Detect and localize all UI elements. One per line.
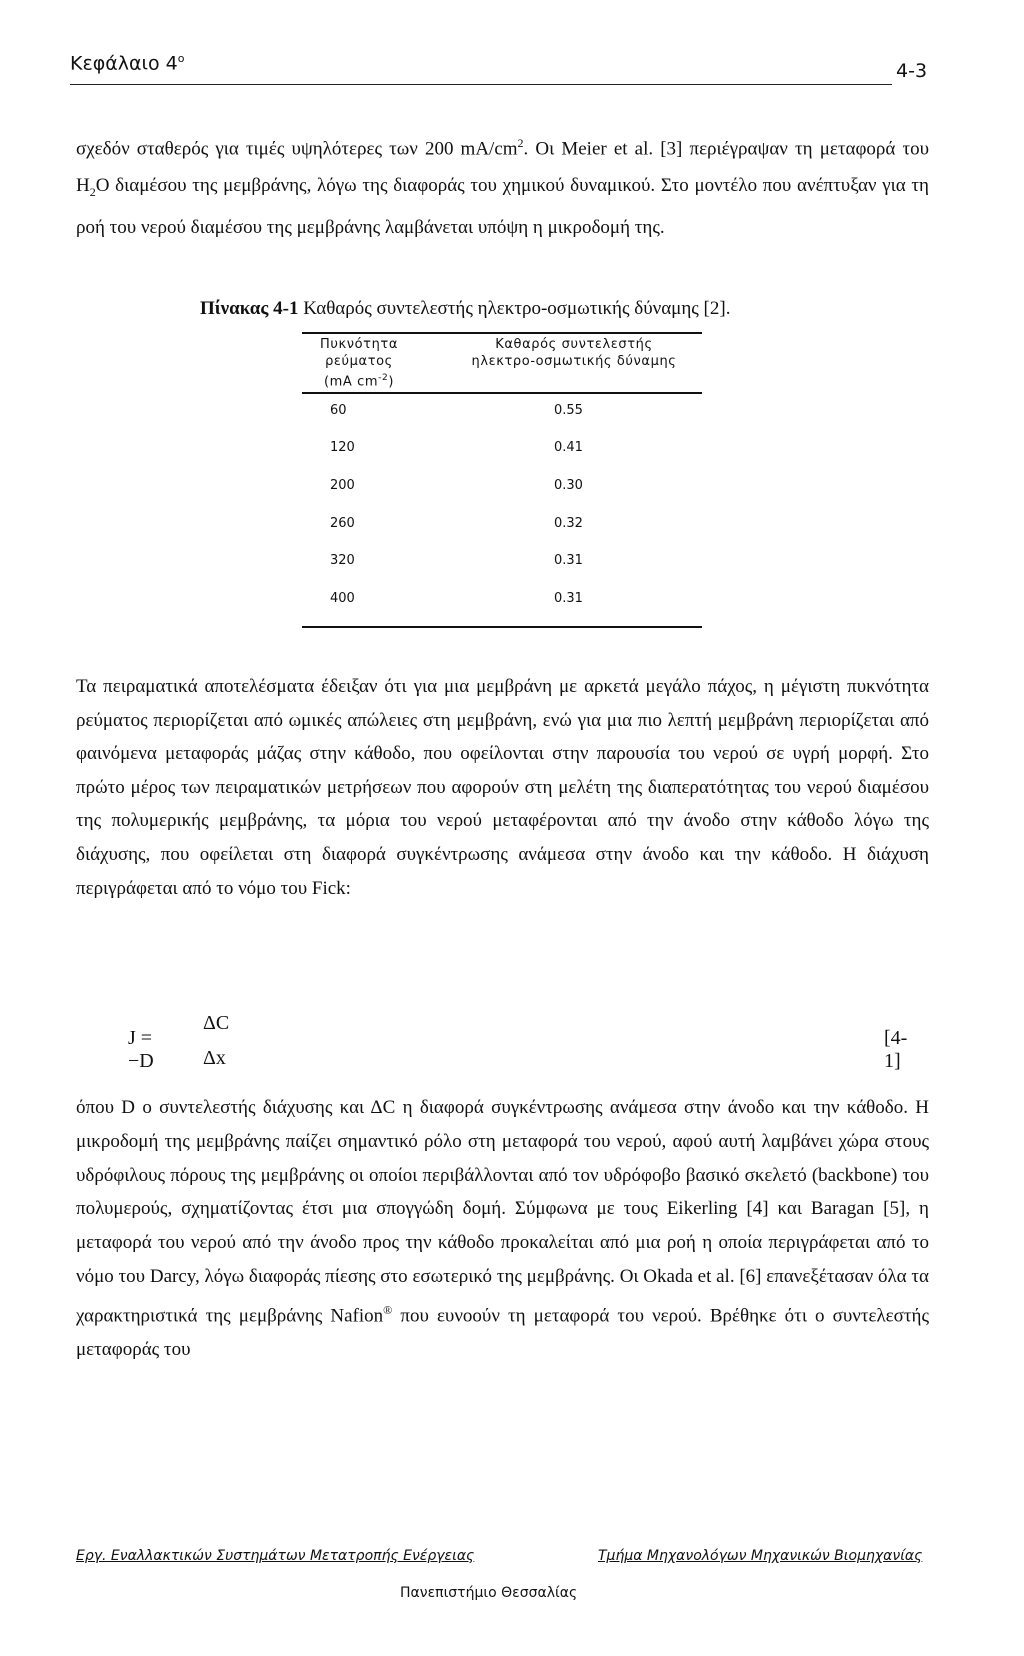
equation-number: [4-1] [884, 1027, 908, 1072]
intro-segment: μεταφορά του H [76, 138, 929, 196]
cell-coefficient: 0.31 [554, 591, 583, 606]
table-caption-text: Καθαρός συντελεστής ηλεκτρο-οσμωτικής δύναμης [2]. [298, 298, 731, 319]
equation-denominator: Δx [203, 1047, 226, 1069]
header-unit: (mA cm [323, 374, 379, 390]
explanation-segment: που ευνοούν τη μεταφορά του νερού. Βρέθηκε ότι ο συντελεστής μεταφοράς του [76, 1305, 929, 1360]
cell-coefficient: 0.41 [554, 440, 583, 455]
body-paragraph [76, 670, 929, 905]
explanation-segment: όπου D ο συντελεστής διάχυσης και ΔC η διαφορά συγκέντρωσης ανάμεσα στην άνοδο και την κάθοδο. Η μικροδομή της μεμβράνης παίζει σημαντικό ρόλο στη μεταφορά του νερού, αφού αυτή λαμβάνει χώρα στους υδρόφιλους πόρους της μεμβράνης οι οποίοι περιβάλλονται από τον υδρόφοβο βασικό σκελετό (backbone) του πολυμερούς, σχηματίζοντας έτσι μια σπογγώδη δομή. Σύμφωνα με τους Eikerling [4] και Baragan [5], η μεταφορά του νερού από την άνοδο προς την κάθοδο προκαλείται από μια ροή η οποία περιγράφεται από το νόμο του Darcy, λόγω διαφοράς πίεσης στο εσωτερικό της μεμβράνης. Οι Okada et al. [6] επανεξέτασαν όλα τα χαρακτηριστικά της μεμβράνης Nafion [76, 1097, 929, 1327]
intro-text [76, 125, 929, 247]
cell-density: 260 [330, 516, 355, 531]
table-caption-label: Πίνακας 4-1 [200, 298, 299, 319]
cell-density: 60 [330, 403, 347, 418]
body-text: Τα πειραματικά αποτελέσματα έδειξαν ότι για μια μεμβράνη με αρκετά μεγάλο πάχος, η μέγιστη πυκνότητα ρεύματος περιορίζεται από ωμικές απώλειες στη μεμβράνη, ενώ για μια πιο λεπτή μεμβράνη περιορίζεται από φαινόμενα μεταφοράς μάζας στην κάθοδο, που οφείλονται στην παρουσία του νερού σε υγρή μορφή. Στο πρώτο μέρος των πειραματικών μετρήσεων που αφορούν στη μελέτη της διαπερατότητας του νερού διαμέσου της πολυμερικής μεμβράνης, τα μόρια του νερού μεταφέρονται από την άνοδο στην κάθοδο λόγω της διάχυσης, που οφείλεται στη διαφορά συγκέντρωσης ανάμεσα στην άνοδο και την κάθοδο. Η διάχυση περιγράφεται από το νόμο του Fick: [76, 676, 929, 899]
cell-coefficient: 0.31 [554, 553, 583, 568]
table-bottom-rule [302, 626, 702, 628]
cell-density: 400 [330, 591, 355, 606]
chapter-superscript: ο [177, 52, 185, 65]
cell-coefficient: 0.30 [554, 478, 583, 493]
explanation-paragraph [76, 1091, 929, 1367]
equation-numerator: ΔC [203, 1012, 230, 1034]
header-line: ρεύματος [325, 354, 393, 369]
chapter-heading [70, 52, 184, 74]
chapter-title: Κεφάλαιο 4 [70, 52, 178, 75]
explanation-text [76, 1091, 929, 1367]
cell-density: 320 [330, 553, 355, 568]
header-divider [70, 84, 892, 85]
header-line: Καθαρός συντελεστής [495, 337, 653, 352]
registered-mark: ® [383, 1302, 393, 1317]
column-header-coefficient [444, 336, 704, 370]
header-unit-close: ) [388, 374, 395, 390]
intro-superscript: 2 [517, 136, 524, 150]
cell-density: 120 [330, 440, 355, 455]
page-number: 4-3 [896, 60, 928, 82]
cell-density: 200 [330, 478, 355, 493]
intro-segment: . Οι Meier et al. [3] περιέγραψαν τη [523, 138, 813, 160]
footer-lab-name: Εργ. Εναλλακτικών Συστημάτων Μετατροπής Ενέργειας [76, 1548, 475, 1564]
equation-lhs: J = −D [128, 1027, 154, 1072]
cell-coefficient: 0.55 [554, 403, 583, 418]
cell-coefficient: 0.32 [554, 516, 583, 531]
table-header-rule [302, 392, 702, 394]
intro-segment: σχεδόν σταθερός για τιμές υψηλότερες των 200 mA/cm [76, 138, 518, 160]
table-top-rule [302, 332, 702, 334]
header-line: Πυκνότητα [319, 337, 399, 352]
header-line [304, 370, 414, 390]
intro-segment: Στο μοντέλο που ανέπτυξαν για τη ροή του νερού διαμέσου της μεμβράνης λαμβάνεται υπόψη η μικροδομή της. [76, 174, 929, 239]
header-unit-exp: -2 [378, 373, 389, 383]
intro-paragraph [76, 125, 929, 247]
intro-subscript: 2 [89, 184, 96, 199]
header-line: ηλεκτρο-οσμωτικής δύναμης [471, 354, 677, 369]
table-caption [200, 298, 730, 320]
footer-university: Πανεπιστήμιο Θεσσαλίας [400, 1585, 578, 1601]
footer-department: Τμήμα Μηχανολόγων Μηχανικών Βιομηχανίας [598, 1548, 923, 1564]
column-header-density [304, 336, 414, 390]
intro-segment: O διαμέσου της μεμβράνης, λόγω της διαφοράς του χημικού δυναμικού. [95, 174, 656, 196]
